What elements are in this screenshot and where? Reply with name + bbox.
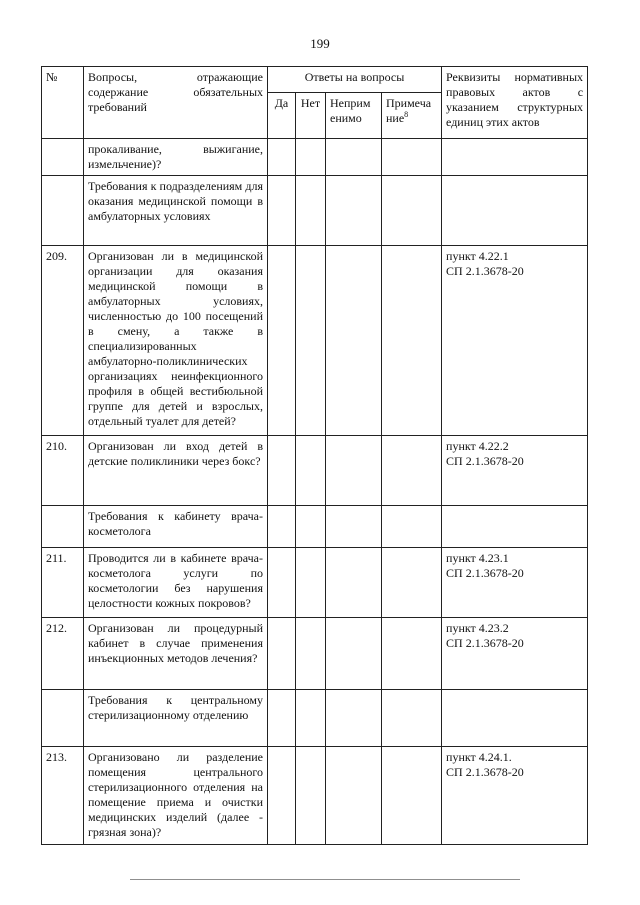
answer-note-cell[interactable] xyxy=(382,436,442,506)
requisite-act: СП 2.1.3678-20 xyxy=(446,264,524,278)
answer-na-cell[interactable] xyxy=(326,246,382,436)
table-row xyxy=(42,690,588,747)
answer-note-cell[interactable] xyxy=(382,747,442,845)
answer-no-cell[interactable] xyxy=(296,506,326,548)
header-no: Нет xyxy=(296,93,326,139)
row-num xyxy=(42,176,84,246)
row-question: прокаливание, выжигание, измельчение)? xyxy=(84,139,268,176)
answer-no-cell[interactable] xyxy=(296,618,326,690)
table-row xyxy=(42,618,588,690)
answer-yes-cell[interactable] xyxy=(268,246,296,436)
answer-yes-cell[interactable] xyxy=(268,506,296,548)
answer-note-cell[interactable] xyxy=(382,176,442,246)
answer-na-cell[interactable] xyxy=(326,618,382,690)
row-requisites xyxy=(442,246,588,436)
row-question: Организован ли вход детей в детские поликлиники через бокс? xyxy=(84,436,268,506)
requisite-clause: пункт 4.22.1 xyxy=(446,249,509,263)
requisite-act: СП 2.1.3678-20 xyxy=(446,636,524,650)
header-na: Неприм енимо xyxy=(326,93,382,139)
requisite-clause: пункт 4.23.1 xyxy=(446,551,509,565)
answer-na-cell[interactable] xyxy=(326,176,382,246)
answer-no-cell[interactable] xyxy=(296,436,326,506)
row-num: 212. xyxy=(42,618,84,690)
answer-na-cell[interactable] xyxy=(326,747,382,845)
header-yes: Да xyxy=(268,93,296,139)
table-row xyxy=(42,436,588,506)
answer-no-cell[interactable] xyxy=(296,548,326,618)
table-row xyxy=(42,506,588,548)
answer-yes-cell[interactable] xyxy=(268,747,296,845)
row-question: Организован ли процедурный кабинет в случае применения инъекционных методов лечения? xyxy=(84,618,268,690)
requisite-act: СП 2.1.3678-20 xyxy=(446,454,524,468)
answer-na-cell[interactable] xyxy=(326,690,382,747)
answer-yes-cell[interactable] xyxy=(268,139,296,176)
header-note xyxy=(382,93,442,139)
row-question: Проводится ли в кабинете врача-косметолога услуги по косметологии без нарушения целостности кожных покровов? xyxy=(84,548,268,618)
row-requisites xyxy=(442,747,588,845)
scan-edge-line xyxy=(130,879,520,880)
row-num xyxy=(42,690,84,747)
answer-no-cell[interactable] xyxy=(296,690,326,747)
table-row xyxy=(42,548,588,618)
answer-na-cell[interactable] xyxy=(326,139,382,176)
row-requisites xyxy=(442,436,588,506)
header-num: № xyxy=(42,67,84,139)
answer-no-cell[interactable] xyxy=(296,747,326,845)
table-row xyxy=(42,246,588,436)
table-row xyxy=(42,176,588,246)
answer-na-cell[interactable] xyxy=(326,548,382,618)
requisite-clause: пункт 4.22.2 xyxy=(446,439,509,453)
row-question: Организован ли в медицинской организации для оказания медицинской помощи в амбулаторных условиях, численностью до 100 посещений в смену, а также в специализированных амбулаторно-поликлинических организациях неинфекционного профиля в общей вестибюльной группе для детей и взрослых, отдельный туалет для детей? xyxy=(84,246,268,436)
row-requisites xyxy=(442,506,588,548)
requisite-act: СП 2.1.3678-20 xyxy=(446,566,524,580)
answer-na-cell[interactable] xyxy=(326,436,382,506)
answer-note-cell[interactable] xyxy=(382,139,442,176)
answer-note-cell[interactable] xyxy=(382,690,442,747)
row-requisites xyxy=(442,618,588,690)
header-questions xyxy=(84,67,268,139)
row-requisites xyxy=(442,139,588,176)
answer-note-cell[interactable] xyxy=(382,246,442,436)
requisite-clause: пункт 4.24.1. xyxy=(446,750,512,764)
row-num: 213. xyxy=(42,747,84,845)
answer-no-cell[interactable] xyxy=(296,246,326,436)
answer-na-cell[interactable] xyxy=(326,506,382,548)
section-heading: Требования к подразделениям для оказания медицинской помощи в амбулаторных условиях xyxy=(84,176,268,246)
table-row xyxy=(42,139,588,176)
answer-yes-cell[interactable] xyxy=(268,690,296,747)
answer-yes-cell[interactable] xyxy=(268,176,296,246)
row-requisites xyxy=(442,690,588,747)
answer-yes-cell[interactable] xyxy=(268,436,296,506)
row-num: 210. xyxy=(42,436,84,506)
section-heading: Требования к центральному стерилизационному отделению xyxy=(84,690,268,747)
header-questions-text: Вопросы, отражающие содержание обязательных требований xyxy=(88,70,263,114)
answer-note-cell[interactable] xyxy=(382,618,442,690)
table-row xyxy=(42,747,588,845)
header-requisites: Реквизиты нормативных правовых актов с указанием структурных единиц этих актов xyxy=(442,67,588,139)
answer-no-cell[interactable] xyxy=(296,176,326,246)
header-answers: Ответы на вопросы xyxy=(268,67,442,93)
header-note-footnote: 8 xyxy=(404,110,409,119)
requisite-act: СП 2.1.3678-20 xyxy=(446,765,524,779)
answer-note-cell[interactable] xyxy=(382,506,442,548)
row-num: 209. xyxy=(42,246,84,436)
answer-note-cell[interactable] xyxy=(382,548,442,618)
row-num xyxy=(42,506,84,548)
row-requisites xyxy=(442,548,588,618)
page-number: 199 xyxy=(310,36,330,51)
section-heading: Требования к кабинету врача-косметолога xyxy=(84,506,268,548)
row-num: 211. xyxy=(42,548,84,618)
header-note-text: Примеча ние xyxy=(386,96,432,125)
answer-yes-cell[interactable] xyxy=(268,548,296,618)
requisite-clause: пункт 4.23.2 xyxy=(446,621,509,635)
row-requisites xyxy=(442,176,588,246)
answer-yes-cell[interactable] xyxy=(268,618,296,690)
row-question: Организовано ли разделение помещения центрального стерилизационного отделения на помещение приема и очистки медицинских изделий (далее - грязная зона)? xyxy=(84,747,268,845)
checklist-table xyxy=(41,66,588,845)
answer-no-cell[interactable] xyxy=(296,139,326,176)
row-num xyxy=(42,139,84,176)
